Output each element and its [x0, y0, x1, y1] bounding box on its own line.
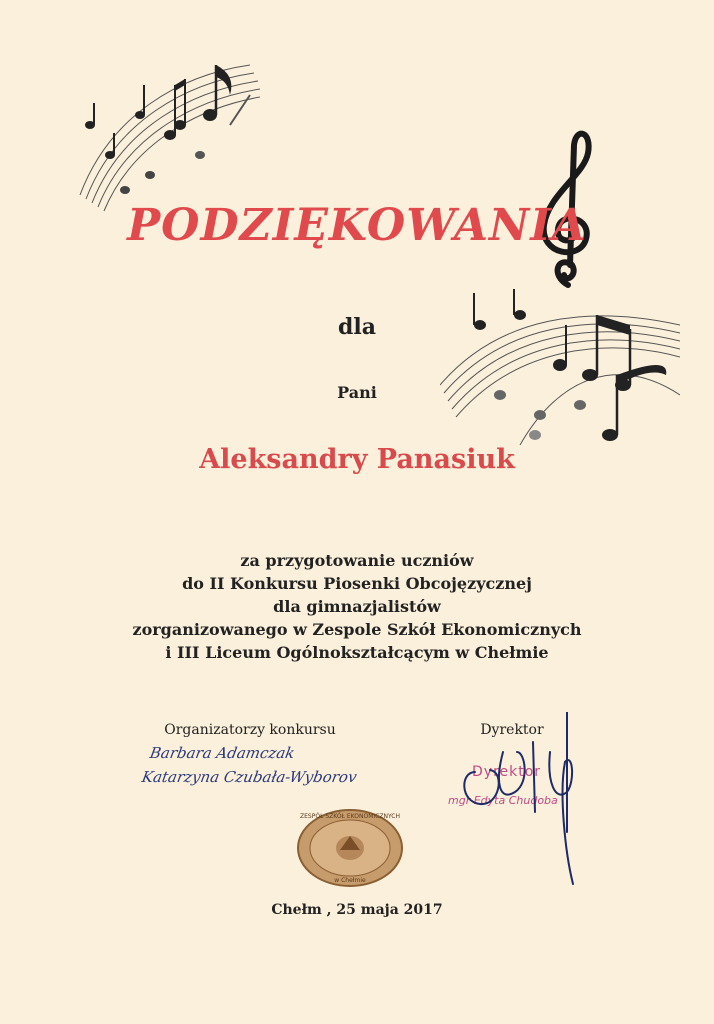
- certificate-body: [0, 549, 714, 664]
- director-label: Dyrektor: [480, 722, 544, 738]
- issue-date: Chełm , 25 maja 2017: [271, 902, 443, 918]
- organizer-signature-2: Katarzyna Czubała-Wyborov: [140, 768, 359, 786]
- school-seal-icon: [296, 808, 404, 888]
- recipient-name: Aleksandry Panasiuk: [199, 444, 515, 475]
- organizers-label: Organizatorzy konkursu: [164, 722, 336, 738]
- director-signature-icon: [455, 712, 595, 892]
- body-line: zorganizowanego w Zespole Szkół Ekonomicznych: [132, 620, 582, 639]
- music-notes-top-left-icon: [70, 55, 260, 215]
- director-stamp-title: Dyrektor: [472, 764, 542, 780]
- body-line: do II Konkursu Piosenki Obcojęzycznej: [182, 574, 532, 593]
- body-line: za przygotowanie uczniów: [240, 551, 474, 570]
- organizer-signature-1: Barbara Adamczak: [148, 744, 297, 762]
- body-line: i III Liceum Ogólnokształcącym w Chełmie: [165, 643, 549, 662]
- certificate-title: PODZIĘKOWANIA: [127, 200, 587, 251]
- svg-text:w Chełmie: w Chełmie: [334, 877, 366, 884]
- salutation: Pani: [337, 383, 377, 402]
- for-word: dla: [338, 314, 376, 340]
- svg-text:ZESPÓŁ SZKÓŁ EKONOMICZNYCH: ZESPÓŁ SZKÓŁ EKONOMICZNYCH: [300, 813, 400, 820]
- director-stamp-name: mgr Edyta Chudoba: [448, 794, 558, 807]
- music-notes-right-icon: [440, 285, 680, 455]
- body-line: dla gimnazjalistów: [273, 597, 441, 616]
